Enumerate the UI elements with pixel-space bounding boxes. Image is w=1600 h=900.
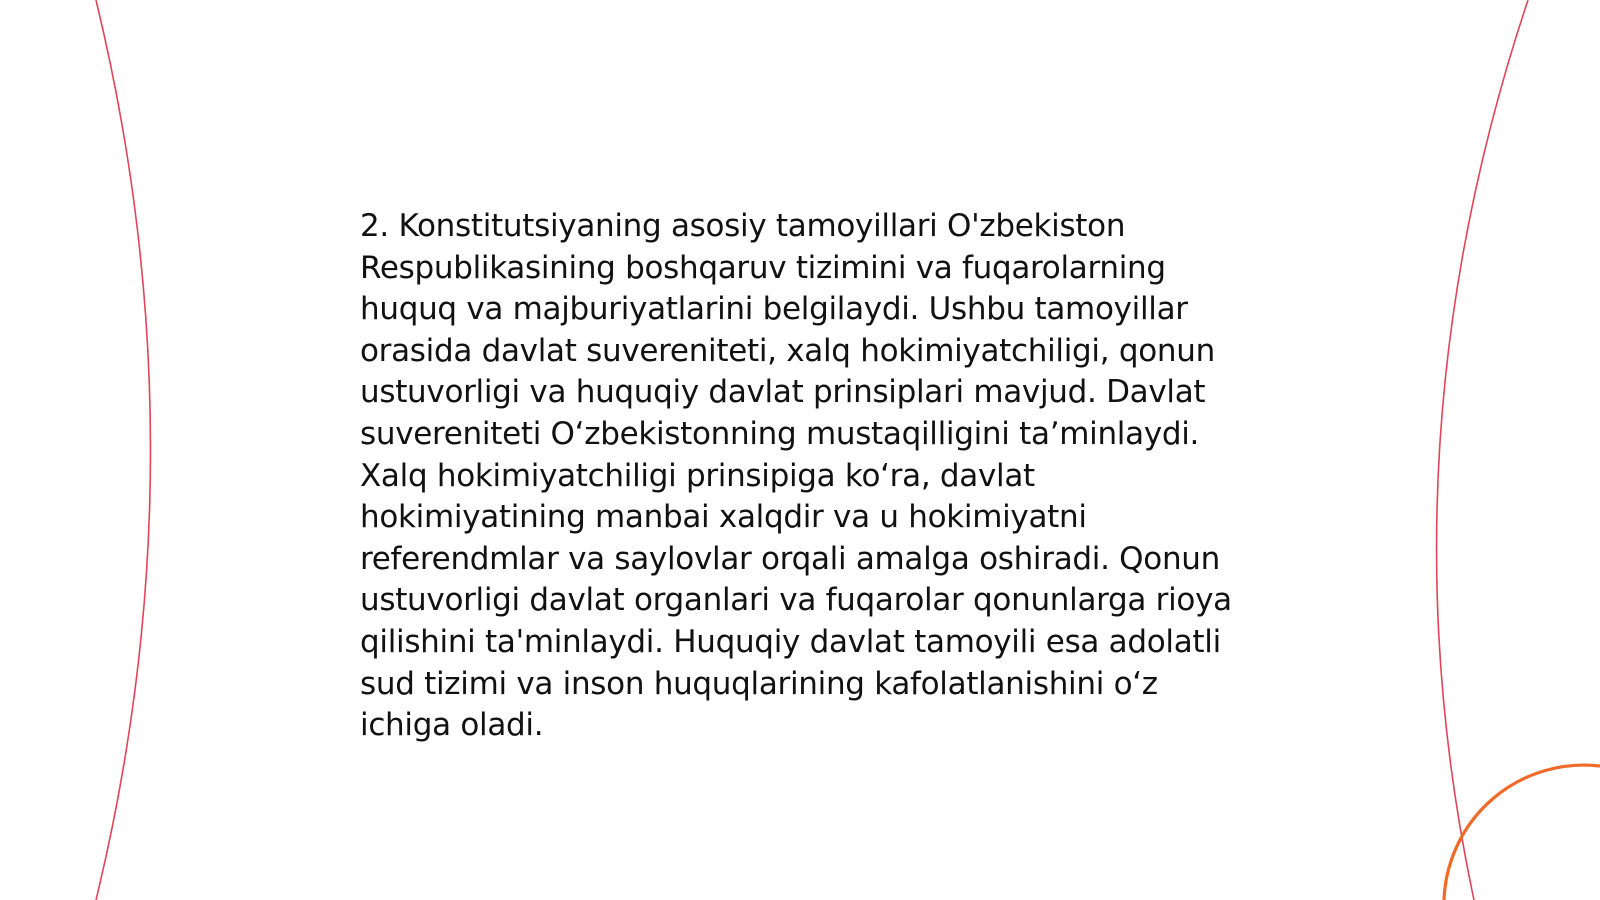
left-curve-line [96,0,151,900]
right-curve-line [1437,0,1528,900]
accent-arc [1444,765,1600,900]
body-paragraph: 2. Konstitutsiyaning asosiy tamoyillari O'zbekiston Respublikasining boshqaruv tizimini va fuqarolarning huquq va majburiyatlarini belgilaydi. Ushbu tamoyillar orasida davlat suvereniteti, xalq hokimiyatchiligi, qonun ustuvorligi va huquqiy davlat prinsiplari mavjud. Davlat suvereniteti O‘zbekistonning mustaqilligini ta’minlaydi. Xalq hokimiyatchiligi prinsipiga ko‘ra, davlat hokimiyatining manbai xalqdir va u hokimiyatni referendmlar va saylovlar orqali amalga oshiradi. Qonun ustuvorligi davlat organlari va fuqarolar qonunlarga rioya qilishini ta'minlaydi. Huquqiy davlat tamoyili esa adolatli sud tizimi va inson huquqlarining kafolatlanishini o‘z ichiga oladi. [360,208,1232,744]
